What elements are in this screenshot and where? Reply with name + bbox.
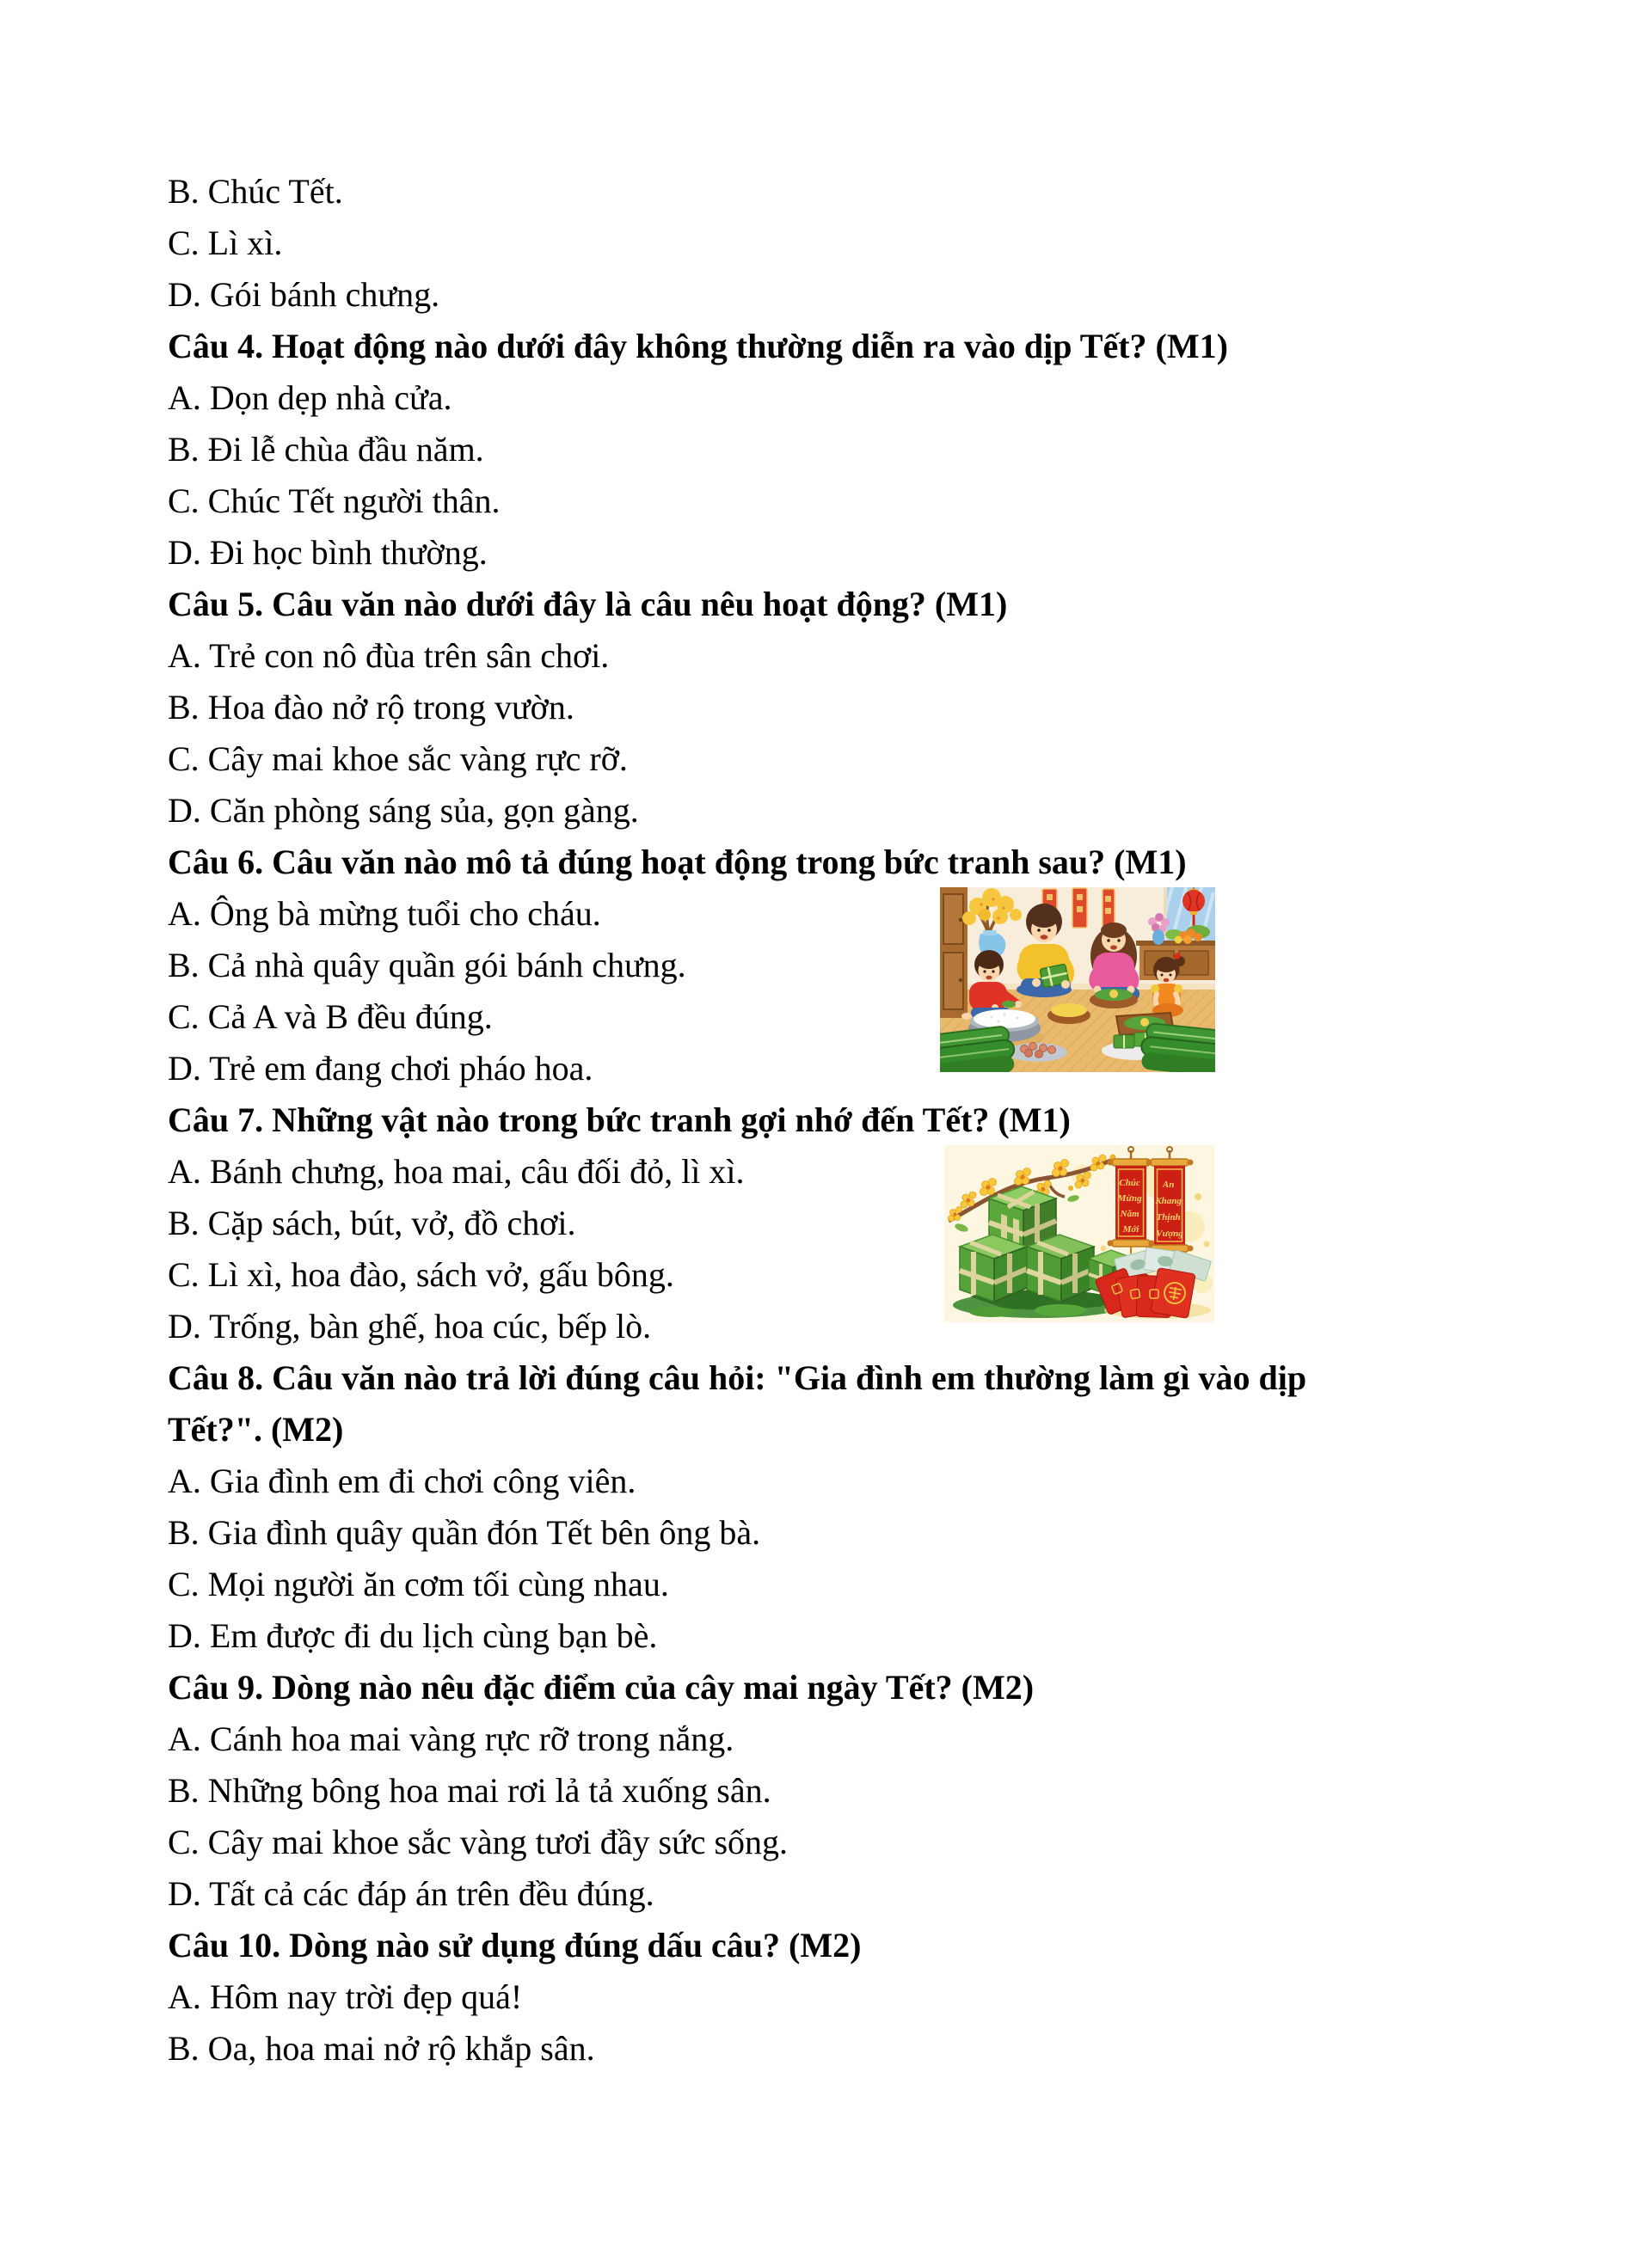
answer-option: D. Em được đi du lịch cùng bạn bè. [168, 1616, 658, 1655]
answer-option: C. Cây mai khoe sắc vàng tươi đầy sức sống. [168, 1823, 789, 1861]
scroll-right-text: An Khang Thịnh Vượng [1155, 1180, 1183, 1239]
answer-option: B. Hoa đào nở rộ trong vườn. [168, 688, 574, 726]
answer-option: C. Cây mai khoe sắc vàng rực rỡ. [168, 739, 628, 778]
question-heading: Tết?". (M2) [168, 1410, 344, 1449]
answer-option: C. Lì xì. [168, 224, 283, 262]
question-heading: Câu 4. Hoạt động nào dưới đây không thường diễn ra vào dịp Tết? (M1) [168, 327, 1228, 365]
answer-option: D. Trẻ em đang chơi pháo hoa. [168, 1049, 593, 1088]
answer-option: C. Lì xì, hoa đào, sách vở, gấu bông. [168, 1255, 674, 1294]
answer-option: D. Trống, bàn ghế, hoa cúc, bếp lò. [168, 1307, 652, 1345]
answer-option: B. Những bông hoa mai rơi lả tả xuống sân. [168, 1771, 771, 1810]
answer-option: A. Bánh chưng, hoa mai, câu đối đỏ, lì xì. [168, 1152, 745, 1191]
figure-family-wrapping-banh-chung [940, 887, 1215, 1072]
answer-option: B. Oa, hoa mai nở rộ khắp sân. [168, 2029, 595, 2068]
answer-option: B. Cả nhà quây quần gói bánh chưng. [168, 946, 686, 984]
answer-option: C. Mọi người ăn cơm tối cùng nhau. [168, 1565, 669, 1603]
scroll-left-text: Chúc Mừng Năm Mới [1117, 1178, 1142, 1235]
red-envelopes [1095, 1267, 1195, 1318]
question-heading: Câu 5. Câu văn nào dưới đây là câu nêu hoạt động? (M1) [168, 585, 1008, 623]
answer-option: A. Cánh hoa mai vàng rực rỡ trong nắng. [168, 1719, 734, 1758]
answer-option: A. Dọn dẹp nhà cửa. [168, 378, 452, 417]
answer-option: A. Ông bà mừng tuổi cho cháu. [168, 894, 601, 933]
question-heading: Câu 8. Câu văn nào trả lời đúng câu hỏi: "Gia đình em thường làm gì vào dịp [168, 1358, 1307, 1397]
answer-option: D. Căn phòng sáng sủa, gọn gàng. [168, 791, 639, 830]
question-heading: Câu 6. Câu văn nào mô tả đúng hoạt động trong bức tranh sau? (M1) [168, 843, 1187, 881]
question-heading: Câu 9. Dòng nào nêu đặc điểm của cây mai ngày Tết? (M2) [168, 1668, 1035, 1707]
answer-option: A. Hôm nay trời đẹp quá! [168, 1977, 523, 2016]
answer-option: D. Đi học bình thường. [168, 533, 488, 572]
figure-tet-objects [944, 1145, 1214, 1322]
answer-option: C. Cả A và B đều đúng. [168, 997, 493, 1036]
family-picture-canvas [940, 887, 1215, 1072]
answer-option: C. Chúc Tết người thân. [168, 481, 501, 520]
question-heading: Câu 10. Dòng nào sử dụng đúng dấu câu? (M2) [168, 1926, 862, 1965]
answer-option: A. Trẻ con nô đùa trên sân chơi. [168, 636, 610, 675]
answer-option: B. Gia đình quây quần đón Tết bên ông bà. [168, 1513, 761, 1552]
left-cabinet [940, 887, 968, 1018]
question-heading: Câu 7. Những vật nào trong bức tranh gợi nhớ đến Tết? (M1) [168, 1100, 1071, 1139]
answer-option: B. Cặp sách, bút, vở, đồ chơi. [168, 1204, 576, 1242]
answer-option: B. Đi lễ chùa đầu năm. [168, 430, 484, 469]
answer-option: D. Gói bánh chưng. [168, 275, 440, 314]
answer-option: A. Gia đình em đi chơi công viên. [168, 1462, 636, 1500]
tet-picture-canvas [944, 1145, 1214, 1322]
question-text-block [168, 166, 1475, 2075]
girl [1151, 953, 1185, 1018]
answer-option: B. Chúc Tết. [168, 172, 343, 211]
answer-option: D. Tất cả các đáp án trên đều đúng. [168, 1874, 654, 1913]
